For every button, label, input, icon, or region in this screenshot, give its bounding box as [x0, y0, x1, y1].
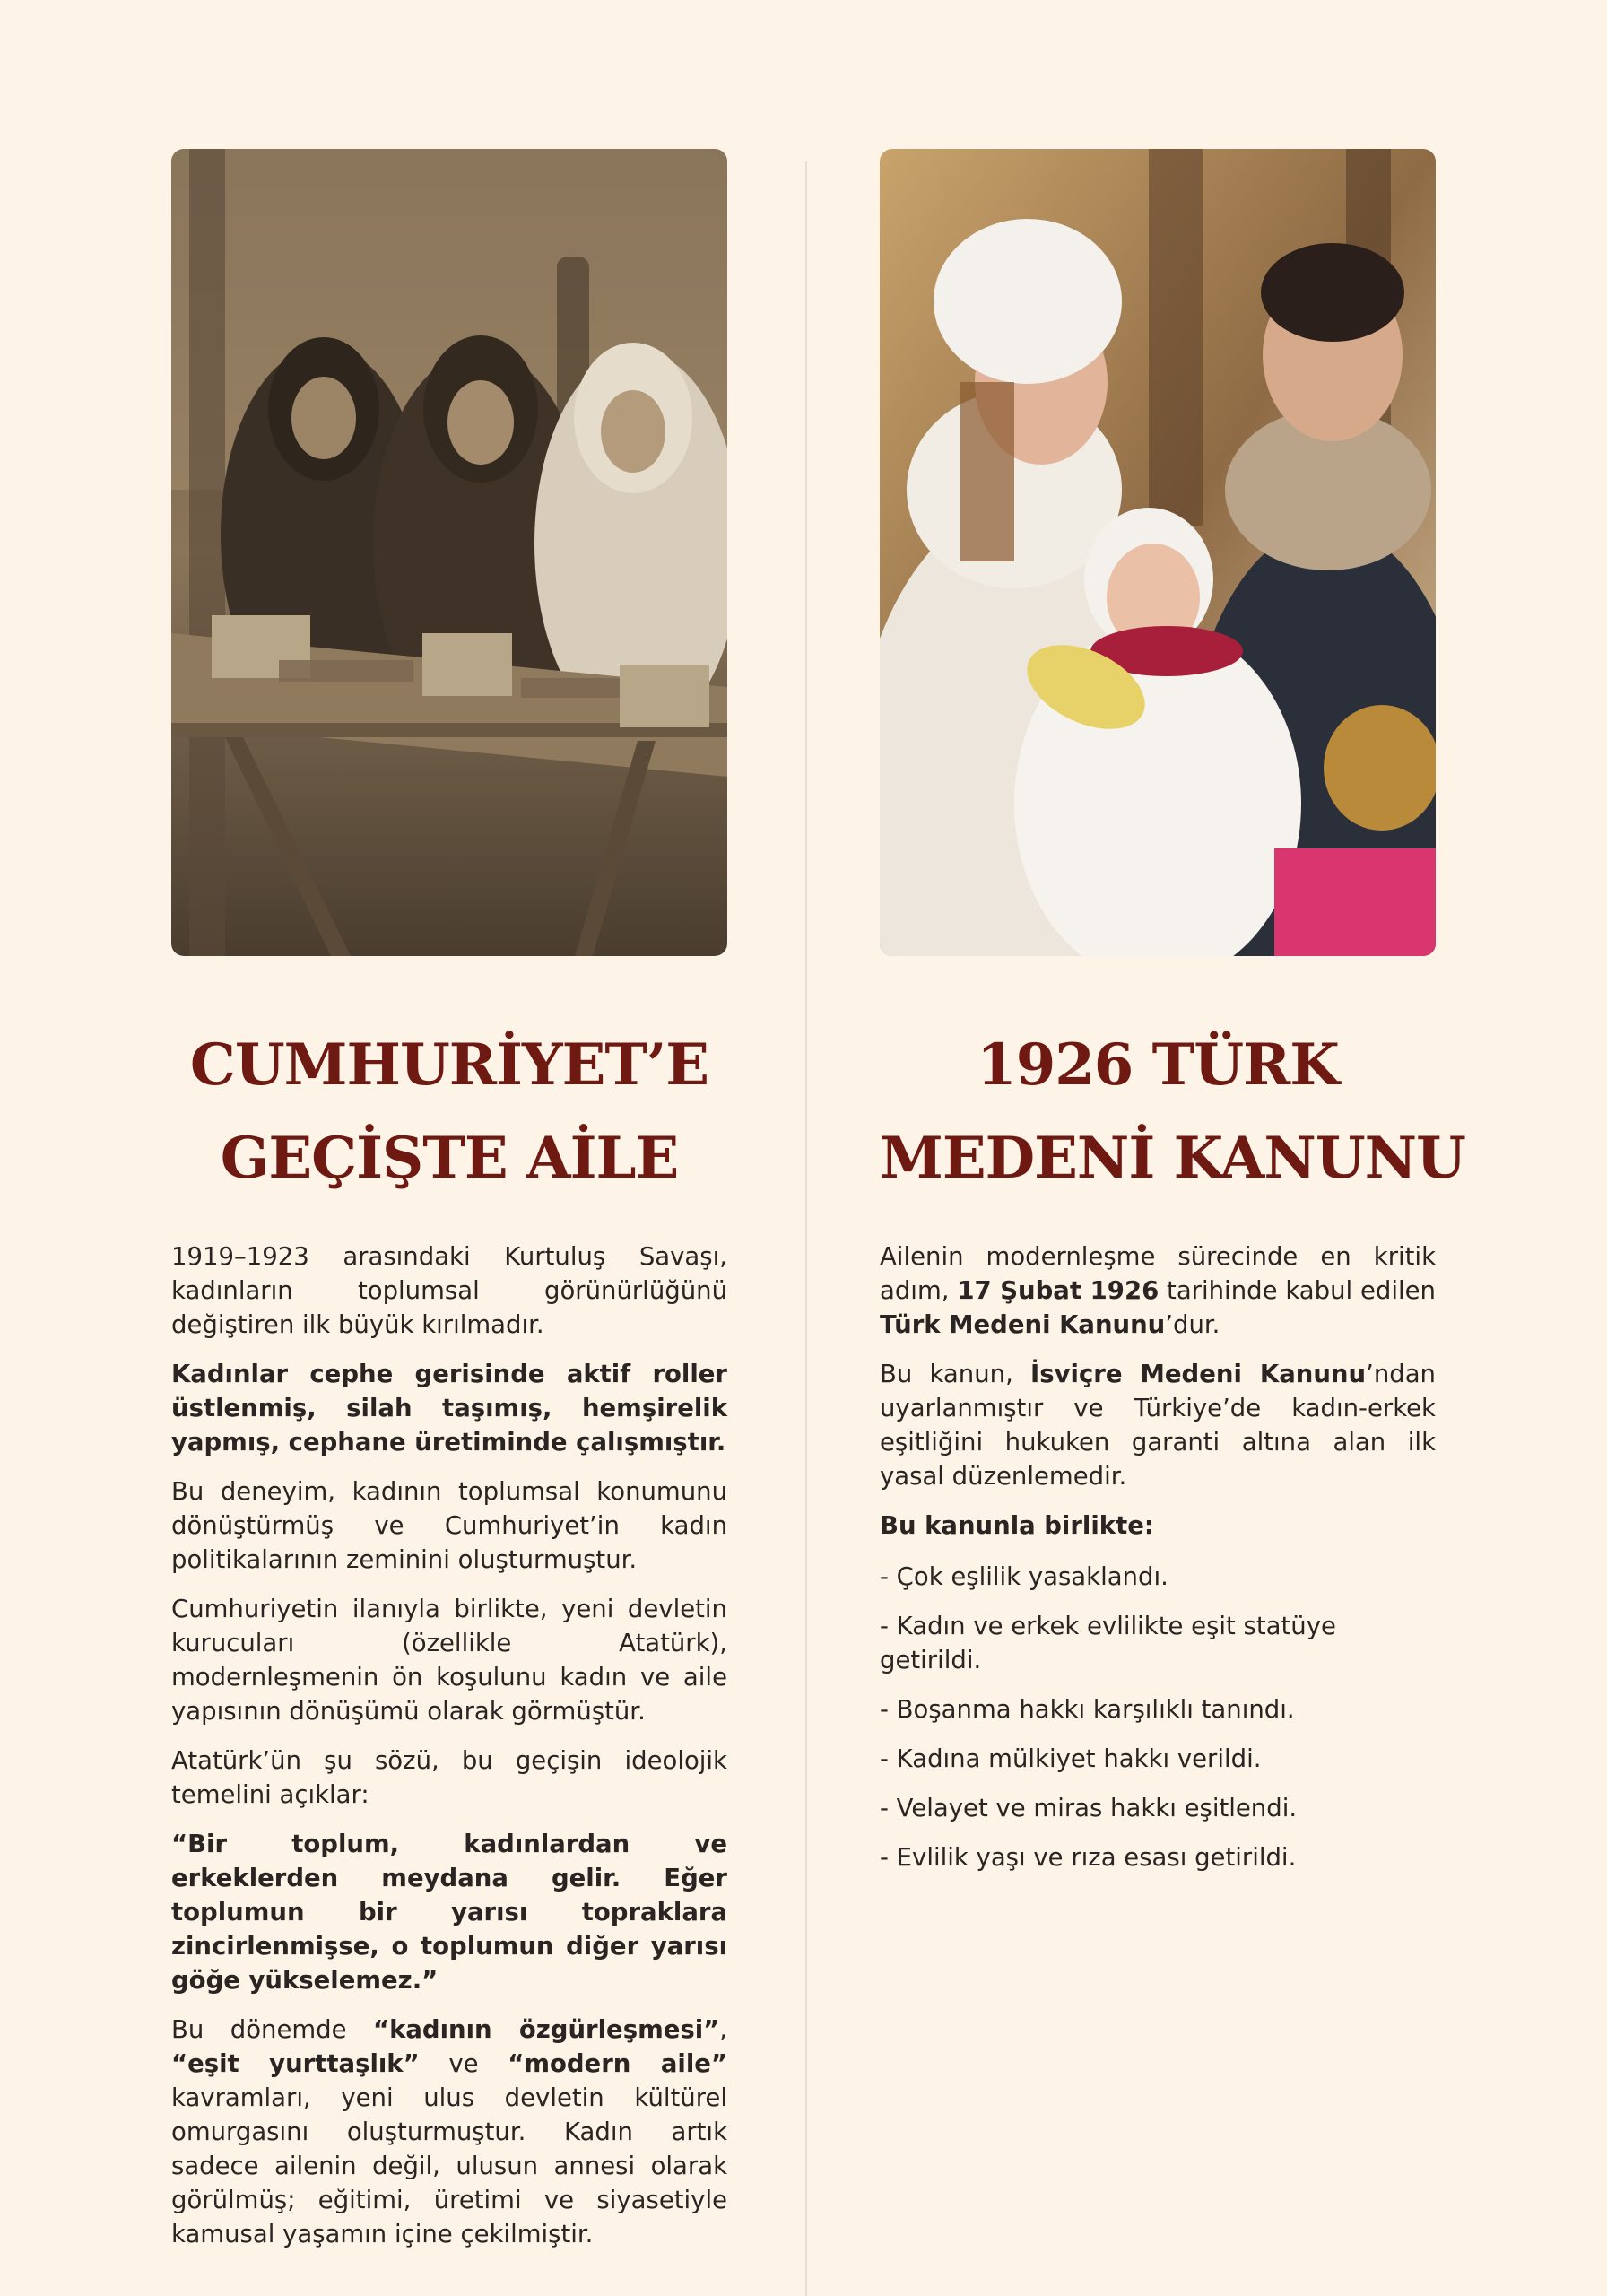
left-title-line1: CUMHURİYET’E — [189, 1031, 709, 1099]
left-paragraph-5: Atatürk’ün şu sözü, bu geçişin ideolojik temelini açıklar: — [171, 1746, 727, 1809]
right-paragraph-2 — [880, 1357, 1436, 1493]
right-title-line1: 1926 TÜRK — [977, 1031, 1339, 1099]
right-p2-text: ’ndan uyarlanmıştır ve Türkiye’de kadın-erkek eşitliğini hukuken garanti altına alan ilk yasal düzenlemedir. — [880, 1360, 1436, 1491]
right-p1-law-name: Türk Medeni Kanunu — [880, 1310, 1166, 1339]
right-p1-text: Ailenin modernleşme sürecinde en kritik adım, — [880, 1242, 1436, 1305]
left-p7-bold: “eşit yurttaşlık” — [171, 2049, 420, 2078]
left-p7-text: , — [719, 2015, 727, 2044]
list-label: Bu kanunla birlikte: — [880, 1511, 1154, 1540]
left-p7-text: kavramları, yeni ulus devletin kültürel omurgasını oluşturmuştur. Kadın artık sadece ailenin değil, ulusun annesi olarak görülmüş; eğitimi, üretimi ve siyasetiyle kamusal yaşamın içine çekilmiştir. — [171, 2083, 727, 2248]
right-p1-text: ’dur. — [1165, 1310, 1220, 1339]
list-item: - Kadına mülkiyet hakkı verildi. — [880, 1744, 1262, 1773]
right-p2-text: Bu kanun, — [880, 1360, 1031, 1388]
left-paragraph-3: Bu deneyim, kadının toplumsal konumunu dönüştürmüş ve Cumhuriyet’in kadın politikalarının zeminini oluşturmuştur. — [171, 1477, 727, 1574]
left-p7-bold: “kadının özgürleşmesi” — [373, 2015, 720, 2044]
left-p7-text: ve — [419, 2049, 508, 2078]
left-paragraph-2: Kadınlar cephe gerisinde aktif roller üstlenmiş, silah taşımış, hemşirelik yapmış, cephane üretiminde çalışmıştır. — [171, 1360, 727, 1457]
list-item: - Evlilik yaşı ve rıza esası getirildi. — [880, 1843, 1297, 1872]
left-column — [171, 149, 727, 2266]
right-body — [880, 1239, 1436, 1874]
column-divider — [805, 161, 807, 2296]
left-body — [171, 1239, 727, 2251]
left-paragraph-4: Cumhuriyetin ilanıyla birlikte, yeni devletin kurucuları (özellikle Atatürk), modernleşmenin ön koşulunu kadın ve aile yapısının dönüşümü olarak görmüştür. — [171, 1595, 727, 1726]
modern-family-photo — [880, 149, 1436, 956]
list-item: - Kadın ve erkek evlilikte eşit statüye getirildi. — [880, 1612, 1336, 1674]
left-title-line2: GEÇİŞTE AİLE — [220, 1125, 679, 1192]
right-p1-date: 17 Şubat 1926 — [957, 1276, 1160, 1305]
left-p7-bold: “modern aile” — [508, 2049, 727, 2078]
ataturk-quote: “Bir toplum, kadınlardan ve erkeklerden meydana gelir. Eğer toplumun bir yarısı topraklara zincirlenmişse, o toplumun diğer yarısı göğe yükselemez.” — [171, 1830, 727, 1995]
left-paragraph-1: 1919–1923 arasındaki Kurtuluş Savaşı, kadınların toplumsal görünürlüğünü değiştiren ilk büyük kırılmadır. — [171, 1242, 727, 1339]
list-item: - Boşanma hakkı karşılıklı tanındı. — [880, 1695, 1295, 1724]
right-p1-text: tarihinde kabul edilen — [1159, 1276, 1436, 1305]
right-title — [880, 1019, 1465, 1205]
left-title — [171, 1019, 727, 1205]
left-paragraph-7 — [171, 2013, 727, 2251]
historical-women-photo — [171, 149, 727, 956]
right-column — [880, 149, 1465, 1890]
list-item: - Velayet ve miras hakkı eşitlendi. — [880, 1794, 1298, 1822]
list-item: - Çok eşlilik yasaklandı. — [880, 1562, 1168, 1591]
right-title-line2: MEDENİ KANUNU — [880, 1125, 1465, 1192]
right-paragraph-1 — [880, 1239, 1436, 1342]
right-p2-swiss-code: İsviçre Medeni Kanunu — [1030, 1360, 1367, 1388]
left-p7-text: Bu dönemde — [171, 2015, 373, 2044]
